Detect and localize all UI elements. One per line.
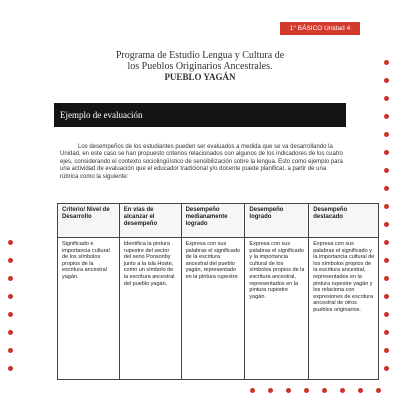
header-medianamente: Desempeño medianamente logrado [181, 204, 245, 238]
cell-criterio: Significado e importancia cultural de los símbolos propios de la escritura ancestral yagán. [58, 238, 120, 380]
decorative-dot [340, 388, 345, 393]
unit-badge: 1° BÁSICO Unidad 4 [280, 22, 360, 35]
decorative-dot [358, 388, 363, 393]
cell-logrado: Expresa con sus palabras el significado y la importancia cultural de los símbolos propios de la escritura ancestral, representados en la pintura rupestre yagán. [245, 238, 309, 380]
decorative-dot [8, 312, 13, 317]
cell-medianamente: Expresa con sus palabras el significado de la escritura ancestral del pueblo yagán, representado en la pintura rupestre. [181, 238, 245, 380]
decorative-dot [8, 276, 13, 281]
decorative-dot [8, 258, 13, 263]
header-line-1: Programa de Estudio Lengua y Cultura de [115, 50, 285, 61]
header-en-vias: En vías de alcanzar el desempeño [119, 204, 181, 238]
header-criterio: Criterio/ Nivel de Desarrollo [58, 204, 120, 238]
table-header-row [58, 204, 379, 238]
decorative-dot [384, 258, 389, 263]
cell-en-vias: Identifica la pintura rupestre del sector del seno Ponsonby junto a la isla Hoste, como un símbolo de la escritura ancestral del pueblo yagán. [119, 238, 181, 380]
cell-destacado: Expresa con sus palabras el significado y la importancia cultural de los símbolos propios de la escritura ancestral, representados en la pintura rupestre yagán y los relaciona con expresiones de escritura ancestral de otros pueblos originarios. [309, 238, 379, 380]
decorative-dot [384, 366, 389, 371]
decorative-dot [8, 240, 13, 245]
decorative-dot [384, 222, 389, 227]
decorative-dot [384, 114, 389, 119]
decorative-dot [384, 240, 389, 245]
header-line-3: PUEBLO YAGÁN [164, 72, 236, 82]
decorative-dot [384, 132, 389, 137]
decorative-dot [384, 78, 389, 83]
decorative-dot [384, 168, 389, 173]
decorative-dot [268, 388, 273, 393]
document-header [100, 50, 300, 83]
decorative-dot [8, 330, 13, 335]
header-destacado: Desempeño destacado [309, 204, 379, 238]
decorative-dot [384, 330, 389, 335]
decorative-dot [384, 348, 389, 353]
header-logrado: Desempeño logrado [245, 204, 309, 238]
decorative-dot [8, 294, 13, 299]
rubric-table [57, 203, 379, 380]
decorative-dot [8, 348, 13, 353]
decorative-dot [304, 388, 309, 393]
decorative-dot [322, 388, 327, 393]
decorative-dot [384, 294, 389, 299]
decorative-dot [250, 388, 255, 393]
decorative-dot [376, 388, 381, 393]
intro-paragraph [60, 144, 346, 181]
header-line-2: los Pueblos Originarios Ancestrales. [127, 61, 273, 72]
section-title: Ejemplo de evaluación [54, 103, 346, 127]
decorative-dot [384, 312, 389, 317]
decorative-dot [286, 388, 291, 393]
decorative-dot [384, 96, 389, 101]
decorative-dot [8, 366, 13, 371]
decorative-dot [384, 60, 389, 65]
decorative-dot [384, 186, 389, 191]
decorative-dot [384, 276, 389, 281]
table-row [58, 238, 379, 380]
intro-text: Los desempeños de los estudiantes pueden ser evaluados a medida que se va desarrollando la Unidad, en este caso se han propuesto criterios relacionados con algunos de los indicadores de los cuatro ejes, considerando el contexto sociolingüístico de sensibilización sobre la lengua. Esto como ejemplo para una actividad de evaluación que el educador tradicional y/o docente puede planificar, a partir de una rúbrica como la siguiente: [60, 144, 343, 180]
decorative-dot [384, 150, 389, 155]
decorative-dot [384, 204, 389, 209]
